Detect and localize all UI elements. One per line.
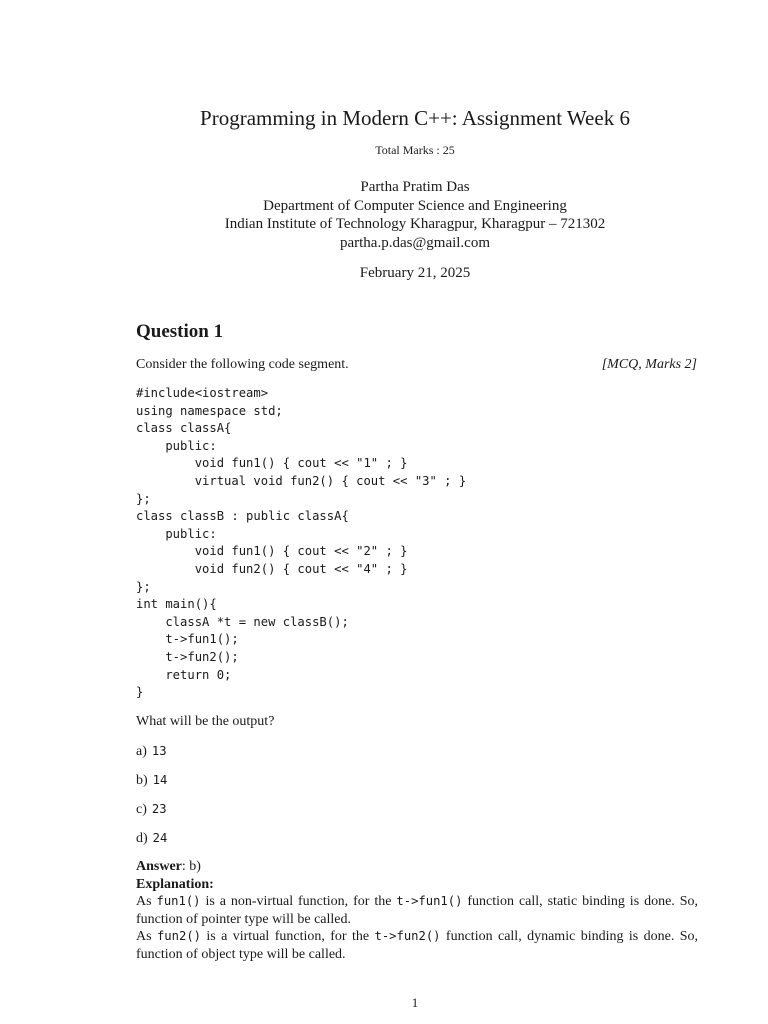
author-institute: Indian Institute of Technology Kharagpur, Kharagpur – 721302 (224, 216, 606, 232)
code-line: void fun1() { cout << "2" ; } (136, 544, 408, 559)
option-label: a) (136, 744, 147, 759)
document-date: February 21, 2025 (359, 265, 471, 281)
code-line: using namespace std; (136, 403, 283, 418)
code-line: void fun1() { cout << "1" ; } (136, 456, 408, 471)
explanation-label: Explanation: (136, 876, 214, 892)
explanation-code-span: fun2() (156, 929, 201, 944)
code-line: return 0; (136, 667, 232, 682)
explanation-text-span: As (136, 894, 157, 909)
option-value: 23 (151, 802, 167, 816)
code-line: void fun2() { cout << "4" ; } (136, 561, 408, 576)
page-number: 1 (411, 995, 419, 1010)
code-line: } (136, 685, 144, 700)
question-heading: Question 1 (136, 321, 224, 342)
code-line: virtual void fun2() { cout << "3" ; } (136, 473, 467, 488)
option-c (136, 802, 167, 818)
code-line: public: (136, 526, 217, 541)
explanation-text-span: function call, dynamic binding is done. So, function of object type will be called. (136, 929, 699, 962)
code-block (136, 385, 466, 702)
explanation-text (136, 893, 698, 963)
option-label: c) (136, 802, 147, 817)
explanation-text-span: As (136, 929, 157, 945)
question-prompt: What will be the output? (136, 714, 275, 729)
document-title: Programming in Modern C++: Assignment Week 6 (200, 106, 630, 130)
total-marks: Total Marks : 25 (375, 143, 455, 157)
option-value: 13 (151, 744, 167, 758)
explanation-code-span: fun1() (156, 894, 201, 908)
code-line: public: (136, 438, 217, 453)
answer-line (136, 858, 214, 876)
code-line: }; (136, 491, 151, 506)
question-tag: [MCQ, Marks 2] (601, 357, 697, 372)
answer-label: Answer (136, 859, 182, 874)
explanation-text-span: is a virtual function, for the (201, 929, 375, 945)
answer-block (136, 858, 214, 893)
code-line: class classA{ (136, 421, 232, 436)
explanation-text-span: is a non-virtual function, for the (200, 894, 397, 909)
author-block (0, 178, 768, 252)
explanation-paragraph-2 (136, 928, 698, 963)
option-label: d) (136, 831, 148, 846)
code-line: class classB : public classA{ (136, 509, 349, 524)
author-name: Partha Pratim Das (360, 179, 470, 195)
code-line: }; (136, 579, 151, 594)
option-value: 24 (152, 831, 168, 845)
code-line: classA *t = new classB(); (136, 614, 349, 629)
code-line: t->fun2(); (136, 649, 239, 664)
option-value: 14 (152, 773, 168, 787)
explanation-text-span: function call, static binding is done. So, function of pointer type will be called. (136, 894, 699, 927)
answer-value: : b) (181, 859, 201, 874)
question-intro: Consider the following code segment. (136, 357, 349, 372)
option-label: b) (136, 773, 148, 788)
option-b (136, 773, 167, 789)
code-line: int main(){ (136, 597, 217, 612)
code-line: #include<iostream> (136, 386, 269, 400)
explanation-code-span: t->fun1() (396, 894, 463, 908)
author-department: Department of Computer Science and Engineering (263, 197, 567, 214)
code-line: t->fun1(); (136, 632, 239, 647)
author-email: partha.p.das@gmail.com (339, 234, 491, 251)
explanation-paragraph-1 (136, 893, 698, 928)
explanation-code-span: t->fun2() (374, 929, 441, 944)
option-d (136, 831, 167, 847)
option-a (136, 744, 167, 760)
